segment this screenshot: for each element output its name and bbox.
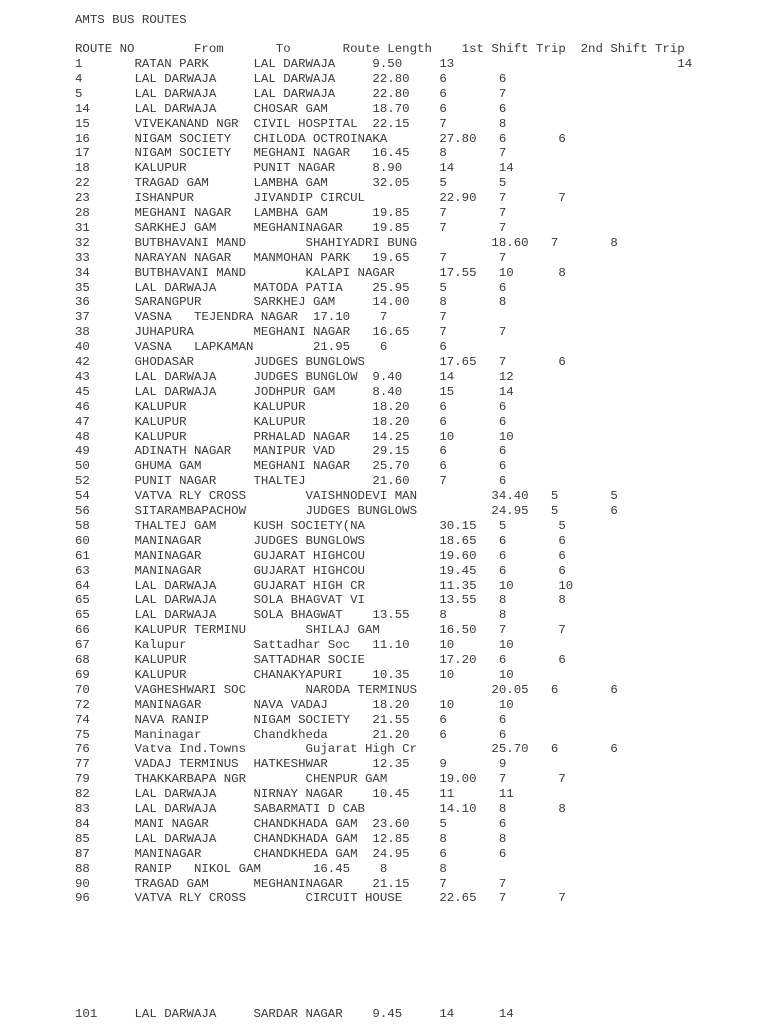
- table-row: 14 LAL DARWAJA CHOSAR GAM 18.70 6 6: [75, 101, 507, 116]
- table-row: 28 MEGHANI NAGAR LAMBHA GAM 19.85 7 7: [75, 206, 507, 220]
- table-row: 46 KALUPUR KALUPUR 18.20 6 6: [75, 399, 507, 414]
- table-row: 16 NIGAM SOCIETY CHILODA OCTROINAKA 27.80 6 6: [75, 131, 566, 146]
- table-row: 61 MANINAGAR GUJARAT HIGHCOU 19.60 6 6: [75, 548, 566, 563]
- table-row: 38 JUHAPURA MEGHANI NAGAR 16.65 7 7: [75, 325, 507, 340]
- table-row: 1 RATAN PARK LAL DARWAJA 9.50 13 14: [75, 57, 693, 71]
- table-row: 96 VATVA RLY CROSS CIRCUIT HOUSE 22.65 7 7: [75, 891, 566, 906]
- table-header: ROUTE NO From To Route Length 1st Shift Trip 2nd Shift Trip: [75, 42, 685, 56]
- table-row: 54 VATVA RLY CROSS VAISHNODEVI MAN 34.40 5 5: [75, 489, 618, 504]
- table-row: 90 TRAGAD GAM MEGHANINAGAR 21.15 7 7: [75, 876, 507, 891]
- table-row: 32 BUTBHAVANI MAND SHAHIYADRI BUNG 18.60 7 8: [75, 235, 618, 250]
- table-row: 83 LAL DARWAJA SABARMATI D CAB 14.10 8 8: [75, 802, 566, 816]
- table-row: 33 NARAYAN NAGAR MANMOHAN PARK 19.65 7 7: [75, 250, 507, 265]
- table-row: 74 NAVA RANIP NIGAM SOCIETY 21.55 6 6: [75, 712, 507, 727]
- table-row: 48 KALUPUR PRHALAD NAGAR 14.25 10 10: [75, 429, 514, 444]
- table-row: 56 SITARAMBAPACHOW JUDGES BUNGLOWS 24.95 5 6: [75, 504, 618, 518]
- table-row: 65 LAL DARWAJA SOLA BHAGWAT 13.55 8 8: [75, 608, 507, 623]
- table-row: 4 LAL DARWAJA LAL DARWAJA 22.80 6 6: [75, 71, 507, 86]
- table-row: 37 VASNA TEJENDRA NAGAR 17.10 7 7: [75, 310, 447, 325]
- table-row: 67 Kalupur Sattadhar Soc 11.10 10 10: [75, 638, 514, 653]
- table-row: 40 VASNA LAPKAMAN 21.95 6 6: [75, 340, 447, 355]
- table-row: 69 KALUPUR CHANAKYAPURI 10.35 10 10: [75, 667, 514, 682]
- table-row: 31 SARKHEJ GAM MEGHANINAGAR 19.85 7 7: [75, 220, 507, 235]
- table-row: 50 GHUMA GAM MEGHANI NAGAR 25.70 6 6: [75, 459, 507, 474]
- table-row: 72 MANINAGAR NAVA VADAJ 18.20 10 10: [75, 697, 514, 712]
- page-title: AMTS BUS ROUTES: [75, 13, 187, 27]
- table-row: 45 LAL DARWAJA JODHPUR GAM 8.40 15 14: [75, 384, 514, 399]
- table-row: 75 Maninagar Chandkheda 21.20 6 6: [75, 727, 507, 742]
- table-row: 63 MANINAGAR GUJARAT HIGHCOU 19.45 6 6: [75, 563, 566, 578]
- table-row: 87 MANINAGAR CHANDKHEDA GAM 24.95 6 6: [75, 846, 507, 861]
- table-row: 79 THAKKARBAPA NGR CHENPUR GAM 19.00 7 7: [75, 772, 566, 787]
- table-row: 42 GHODASAR JUDGES BUNGLOWS 17.65 7 6: [75, 355, 566, 369]
- table-row: 22 TRAGAD GAM LAMBHA GAM 32.05 5 5: [75, 176, 507, 191]
- table-row: 60 MANINAGAR JUDGES BUNGLOWS 18.65 6 6: [75, 533, 566, 548]
- table-row: 85 LAL DARWAJA CHANDKHADA GAM 12.85 8 8: [75, 831, 507, 846]
- table-row: 49 ADINATH NAGAR MANIPUR VAD 29.15 6 6: [75, 444, 507, 459]
- table-row: 88 RANIP NIKOL GAM 16.45 8 8: [75, 861, 447, 876]
- table-row: 18 KALUPUR PUNIT NAGAR 8.90 14 14: [75, 161, 514, 176]
- table-row: 64 LAL DARWAJA GUJARAT HIGH CR 11.35 10 10: [75, 578, 574, 593]
- table-row: 52 PUNIT NAGAR THALTEJ 21.60 7 6: [75, 474, 507, 489]
- table-row: 5 LAL DARWAJA LAL DARWAJA 22.80 6 7: [75, 86, 507, 101]
- table-row: 35 LAL DARWAJA MATODA PATIA 25.95 5 6: [75, 280, 507, 295]
- table-row: 76 Vatva Ind.Towns Gujarat High Cr 25.70 6 6: [75, 742, 618, 757]
- table-row: 47 KALUPUR KALUPUR 18.20 6 6: [75, 414, 507, 429]
- table-row: 101 LAL DARWAJA SARDAR NAGAR 9.45 14 14: [75, 1007, 514, 1021]
- table-row: 23 ISHANPUR JIVANDIP CIRCUL 22.90 7 7: [75, 191, 566, 206]
- table-row: 65 LAL DARWAJA SOLA BHAGVAT VI 13.55 8 8: [75, 593, 566, 608]
- table-row: 70 VAGHESHWARI SOC NARODA TERMINUS 20.05 6 6: [75, 682, 618, 697]
- table-row: 66 KALUPUR TERMINU SHILAJ GAM 16.50 7 7: [75, 623, 566, 638]
- table-row: 58 THALTEJ GAM KUSH SOCIETY(NA 30.15 5 5: [75, 518, 566, 533]
- table-row: 34 BUTBHAVANI MAND KALAPI NAGAR 17.55 10 8: [75, 265, 566, 280]
- table-row: 68 KALUPUR SATTADHAR SOCIE 17.20 6 6: [75, 653, 566, 667]
- table-row: 82 LAL DARWAJA NIRNAY NAGAR 10.45 11 11: [75, 787, 514, 802]
- table-row: 77 VADAJ TERMINUS HATKESHWAR 12.35 9 9: [75, 757, 507, 772]
- table-row: 15 VIVEKANAND NGR CIVIL HOSPITAL 22.15 7 8: [75, 116, 507, 131]
- table-row: 17 NIGAM SOCIETY MEGHANI NAGAR 16.45 8 7: [75, 146, 507, 161]
- table-row: 36 SARANGPUR SARKHEJ GAM 14.00 8 8: [75, 295, 507, 310]
- table-row: 84 MANI NAGAR CHANDKHADA GAM 23.60 5 6: [75, 816, 507, 831]
- table-row: 43 LAL DARWAJA JUDGES BUNGLOW 9.40 14 12: [75, 369, 514, 384]
